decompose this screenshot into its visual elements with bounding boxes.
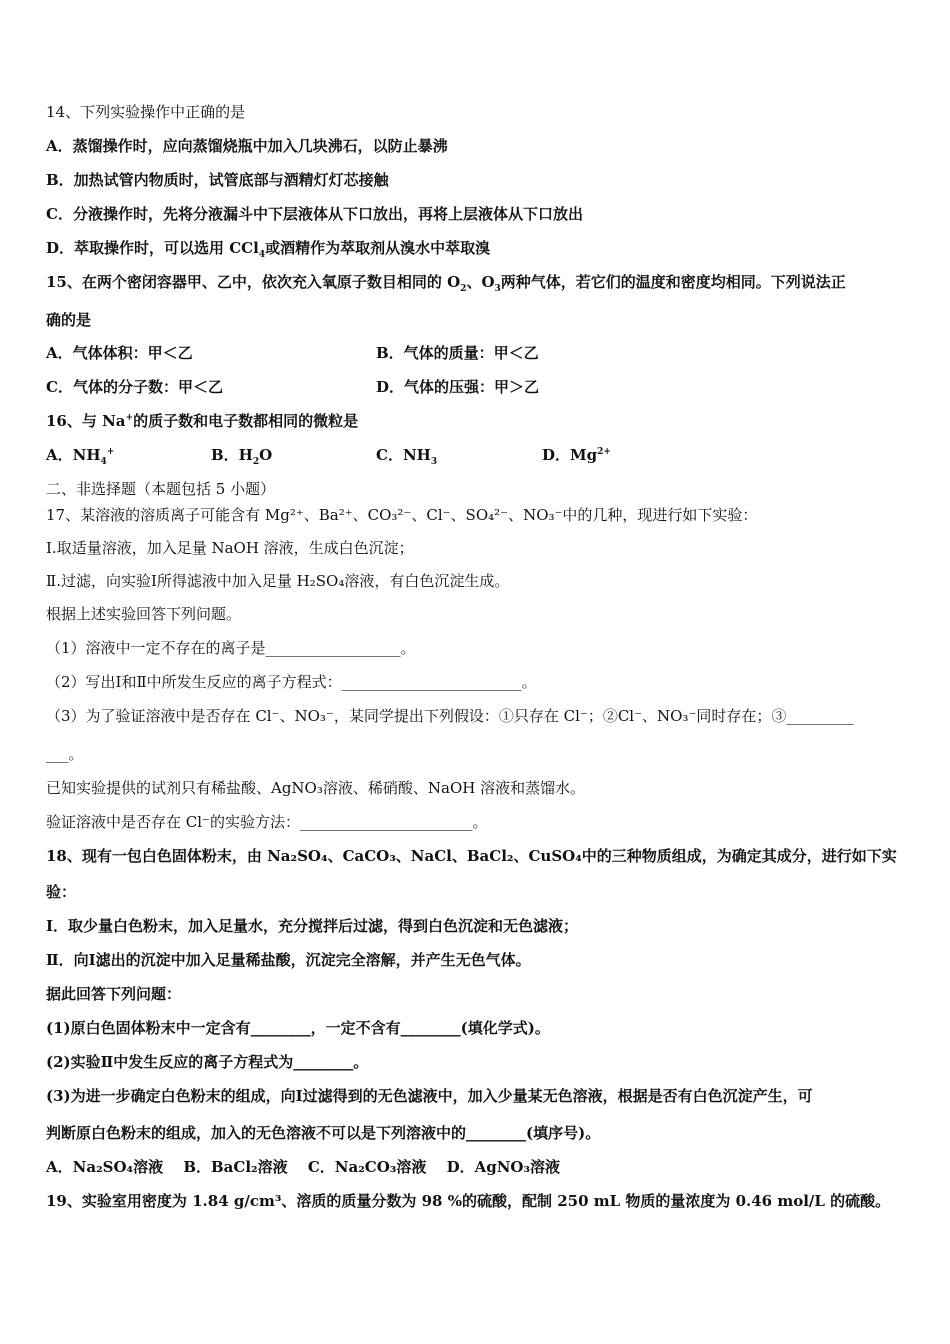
q18-part3-cont: 判断原白色粉末的组成，加入的无色溶液不可以是下列溶液中的________(填序号)。: [46, 1124, 601, 1142]
q18-stem: 18、现有一包白色固体粉末，由 Na₂SO₄、CaCO₃、NaCl、BaCl₂、CuSO₄中的三种物质组成，为确定其成分，进行如下实: [46, 847, 897, 865]
q14-stem: 14、下列实验操作中正确的是: [46, 103, 246, 121]
q17-stem: 17、某溶液的溶质离子可能含有 Mg²⁺、Ba²⁺、CO₃²⁻、Cl⁻、SO₄²⁻、NO₃⁻中的几种，现进行如下实验：: [46, 506, 758, 524]
q16-option-d: D．$Mg^{2+}$: [542, 446, 611, 464]
q17-part3-cont: ___。: [46, 745, 84, 763]
q18-step1: Ⅰ．取少量白色粉末，加入足量水，充分搅拌后过滤，得到白色沉淀和无色滤液；: [46, 917, 579, 935]
q18-part3: (3)为进一步确定白色粉末的组成，向Ⅰ过滤得到的无色滤液中，加入少量某无色溶液，根据是否有白色沉淀产生，可: [46, 1087, 813, 1105]
q17-part1: （1）溶液中一定不存在的离子是__________________。: [46, 639, 416, 657]
q17-step1: Ⅰ.取适量溶液，加入足量 NaOH 溶液，生成白色沉淀；: [46, 539, 414, 557]
q18-prompt: 据此回答下列问题：: [46, 985, 182, 1003]
q15-option-c: C．气体的分子数：甲＜乙: [46, 378, 223, 396]
q14-option-b: B．加热试管内物质时，试管底部与酒精灯灯芯接触: [46, 171, 389, 189]
q17-step2: Ⅱ.过滤，向实验Ⅰ所得滤液中加入足量 H₂SO₄溶液，有白色沉淀生成。: [46, 572, 510, 590]
q17-method: 验证溶液中是否存在 Cl⁻的实验方法：_______________________。: [46, 813, 488, 831]
q16-option-a: A．$NH_4^+$: [46, 446, 115, 467]
q18-stem-cont: 验：: [46, 883, 77, 901]
q15-row2: [46, 377, 540, 397]
q18-part1: (1)原白色固体粉末中一定含有________，一定不含有________(填化学式)。: [46, 1019, 550, 1037]
q18-part2: (2)实验Ⅱ中发生反应的离子方程式为________。: [46, 1053, 369, 1071]
q14-option-c: C．分液操作时，先将分液漏斗中下层液体从下口放出，再将上层液体从下口放出: [46, 205, 583, 223]
q16-options: [46, 445, 611, 467]
q15-stem-cont: 确的是: [46, 311, 92, 329]
q18-options: A．Na₂SO₄溶液 B．BaCl₂溶液 C．Na₂CO₃溶液 D．AgNO₃溶液: [46, 1158, 561, 1176]
section-title: 二、非选择题（本题包括 5 小题）: [46, 480, 276, 498]
q15-stem: 15、在两个密闭容器甲、乙中，依次充入氧原子数目相同的 $O_2$、$O_3$两种气体，若它们的温度和密度均相同。下列说法正: [46, 273, 846, 294]
q17-prompt: 根据上述实验回答下列问题。: [46, 605, 242, 623]
q17-part3: （3）为了验证溶液中是否存在 Cl⁻、NO₃⁻，某同学提出下列假设：①只存在 Cl⁻；②Cl⁻、NO₃⁻同时存在；③_________: [46, 707, 854, 725]
q19-stem: 19、实验室用密度为 1.84 g/cm³、溶质的质量分数为 98 %的硫酸，配制 250 mL 物质的量浓度为 0.46 mol/L 的硫酸。: [46, 1192, 891, 1210]
q18-step2: Ⅱ．向Ⅰ滤出的沉淀中加入足量稀盐酸，沉淀完全溶解，并产生无色气体。: [46, 951, 531, 969]
q15-option-d: D．气体的压强：甲＞乙: [376, 378, 540, 396]
q15-row1: [46, 343, 539, 363]
q16-option-b: B．$H_2O$: [211, 446, 273, 467]
q16-option-c: C．$NH_3$: [376, 446, 438, 467]
q14-option-a: A．蒸馏操作时，应向蒸馏烧瓶中加入几块沸石，以防止暴沸: [46, 137, 448, 155]
q17-part2: （2）写出Ⅰ和Ⅱ中所发生反应的离子方程式：________________________。: [46, 673, 537, 691]
q17-reagents: 已知实验提供的试剂只有稀盐酸、AgNO₃溶液、稀硝酸、NaOH 溶液和蒸馏水。: [46, 779, 586, 797]
q14-option-d: D．萃取操作时，可以选用 CCl$_4$或酒精作为萃取剂从溴水中萃取溴: [46, 239, 491, 260]
q15-option-a: A．气体体积：甲＜乙: [46, 344, 193, 362]
q15-option-b: B．气体的质量：甲＜乙: [376, 344, 539, 362]
q16-stem: 16、与 Na+的质子数和电子数都相同的微粒是: [46, 412, 359, 430]
